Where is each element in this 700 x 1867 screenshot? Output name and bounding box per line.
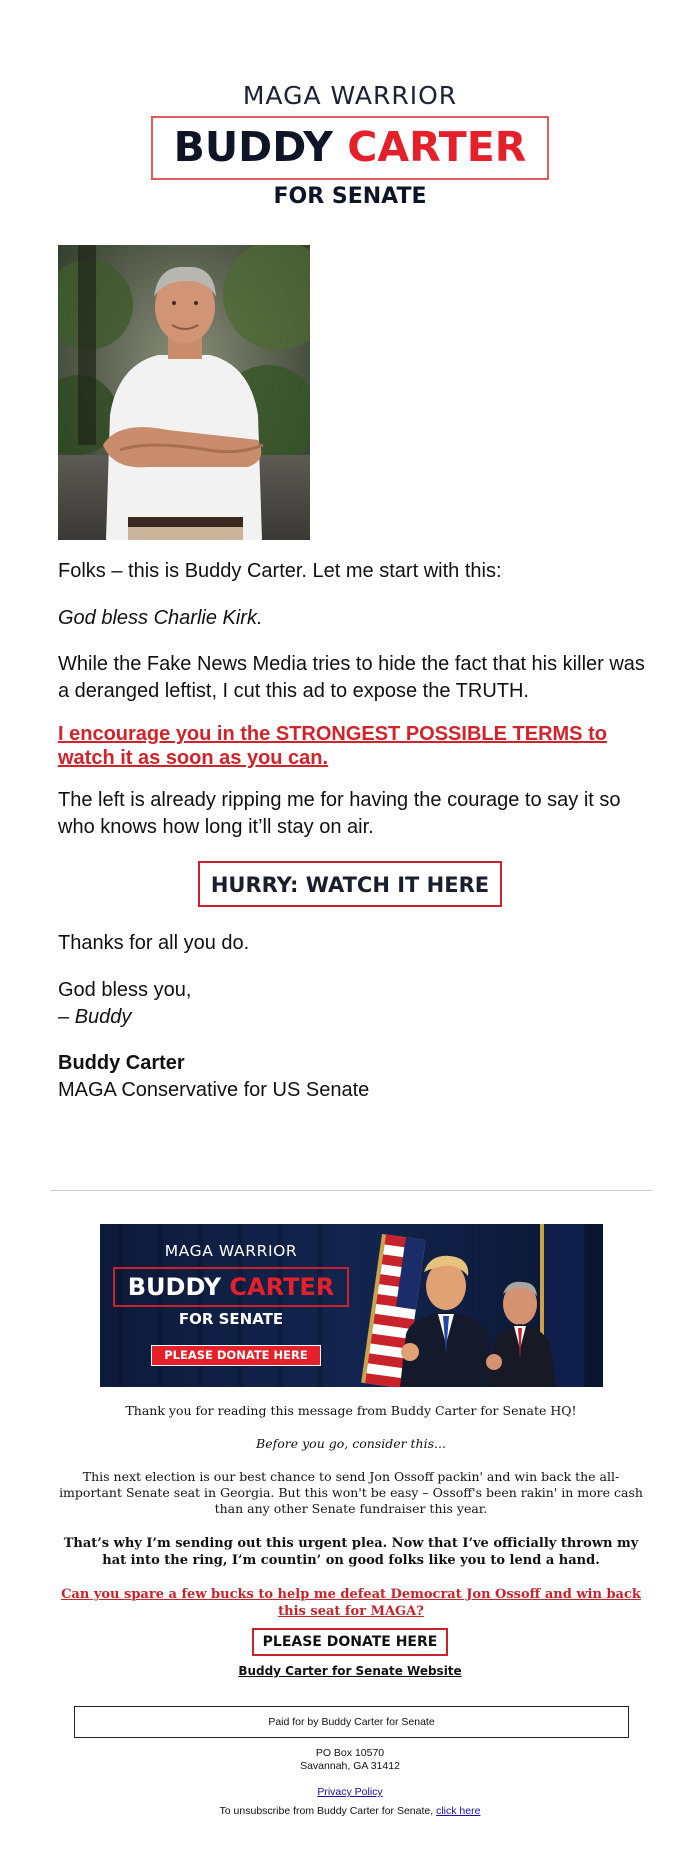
footer-thanks: Thank you for reading this message from Buddy Carter for Senate HQ! xyxy=(125,1403,577,1418)
unsubscribe-link[interactable]: click here xyxy=(436,1805,481,1817)
banner-first-name: BUDDY xyxy=(127,1273,222,1301)
bless-you-text: God bless you, xyxy=(58,979,192,1001)
banner-donate-button[interactable]: PLEASE DONATE HERE xyxy=(151,1345,321,1366)
footer-donate-container xyxy=(0,1628,700,1656)
footer-donate-button[interactable]: PLEASE DONATE HERE xyxy=(252,1628,449,1656)
sign-dash: – xyxy=(58,1006,75,1028)
intro-text: Folks – this is Buddy Carter. Let me start with this: xyxy=(58,560,502,582)
banner-for-senate: FOR SENATE xyxy=(178,1310,284,1328)
courage-paragraph: The left is already ripping me for having the courage to say it so who knows how long it’ll stay on air. xyxy=(58,789,621,838)
logo-for-senate: FOR SENATE xyxy=(273,184,427,209)
sign-short-name: Buddy xyxy=(74,1006,132,1028)
sign-off xyxy=(58,1004,648,1031)
thanks-text: Thanks for all you do. xyxy=(58,932,250,954)
address-po-box: PO Box 10570 xyxy=(315,1747,385,1759)
footer-plea: That’s why I’m sending out this urgent plea. Now that I’ve officially thrown my hat into the ring, I’m countin’ on good folks like you to lend a hand. xyxy=(63,1536,639,1568)
logo-last-name: CARTER xyxy=(347,123,527,171)
cta-container xyxy=(0,861,700,907)
signature-title: MAGA Conservative for US Senate xyxy=(58,1079,370,1101)
footer-consider: Before you go, consider this... xyxy=(256,1436,446,1451)
truth-paragraph: While the Fake News Media tries to hide the fact that his killer was a deranged leftist, I cut this ad to expose the TRUTH. xyxy=(58,653,645,702)
footer-election-paragraph: This next election is our best chance to send Jon Ossoff packin' and win back the all-important Senate seat in Georgia. But this won't be easy – Ossoff's been rakin' in more cash than any other Senate fundraiser this year. xyxy=(59,1469,643,1516)
candidate-photo xyxy=(58,245,310,540)
address-city: Savannah, GA 31412 xyxy=(300,1760,400,1772)
unsubscribe-text: To unsubscribe from Buddy Carter for Senate, xyxy=(219,1805,437,1817)
logo-first-name: BUDDY xyxy=(173,123,333,171)
watch-encourage-link[interactable]: I encourage you in the STRONGEST POSSIBLE TERMS to watch it as soon as you can. xyxy=(58,723,607,769)
watch-it-here-button[interactable]: HURRY: WATCH IT HERE xyxy=(198,861,502,907)
signature-name: Buddy Carter xyxy=(58,1052,185,1074)
logo-name xyxy=(174,123,527,171)
section-divider xyxy=(50,1190,652,1191)
banner-name-box xyxy=(113,1267,349,1307)
paid-for-box: Paid for by Buddy Carter for Senate xyxy=(74,1706,629,1738)
blessing-text: God bless Charlie Kirk. xyxy=(58,607,263,629)
logo-tagline: MAGA WARRIOR xyxy=(242,81,458,110)
privacy-policy-link[interactable]: Privacy Policy xyxy=(317,1786,383,1798)
header-logo xyxy=(0,78,700,214)
banner-tagline: MAGA WARRIOR xyxy=(164,1242,298,1260)
unsubscribe-line xyxy=(0,1805,700,1818)
banner-last-name: CARTER xyxy=(229,1273,335,1301)
footer-spare-link[interactable]: Can you spare a few bucks to help me defeat Democrat Jon Ossoff and win back this seat for MAGA? xyxy=(61,1587,641,1619)
website-link[interactable]: Buddy Carter for Senate Website xyxy=(238,1664,462,1678)
logo-name-box xyxy=(151,116,549,180)
donate-banner[interactable] xyxy=(100,1224,603,1387)
